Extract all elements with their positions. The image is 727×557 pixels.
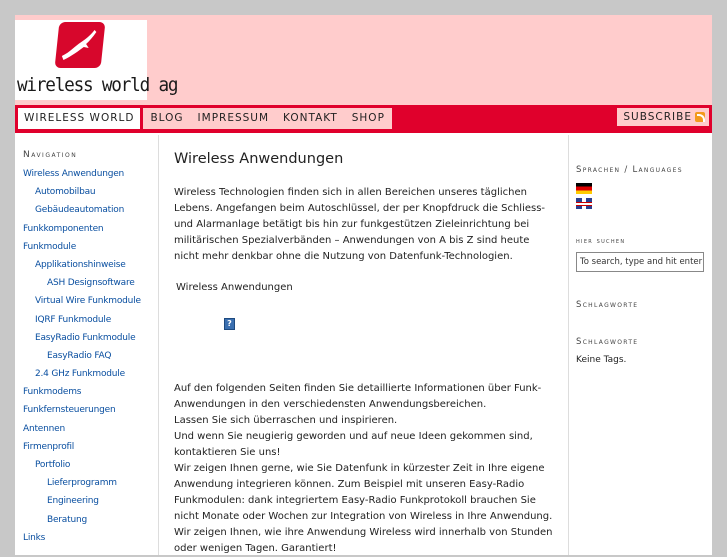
- nav-item-wireless-world[interactable]: WIRELESS WORLD: [18, 108, 140, 129]
- sidebar-menu: [15, 165, 158, 547]
- body-paragraph: Lassen Sie sich überraschen und inspirieren.: [174, 415, 398, 426]
- search-input[interactable]: To search, type and hit enter: [576, 252, 704, 272]
- sidebar-item-easyradio-funkmodule[interactable]: EasyRadio Funkmodule: [35, 332, 136, 343]
- nav-item-impressum[interactable]: IMPRESSUM: [191, 108, 277, 129]
- body-paragraph: Wir zeigen Ihnen, wie ihre Anwendung Wireless wird innerhalb von Stunden oder wenigen Tagen. Garantiert!: [174, 527, 553, 554]
- broken-image-icon: ?: [224, 318, 235, 330]
- sidebar-item-beratung[interactable]: Beratung: [47, 514, 87, 525]
- logo[interactable]: [15, 20, 178, 100]
- image-alt-text: Wireless Anwendungen: [176, 282, 293, 293]
- tags-title: Schlagworte: [576, 300, 639, 310]
- languages-title: Sprachen / Languages: [576, 165, 683, 175]
- sidebar-item-automobilbau[interactable]: Automobilbau: [35, 187, 96, 198]
- sidebar-item-lieferprogramm[interactable]: Lieferprogramm: [47, 478, 117, 489]
- sidebar-item-iqrf-funkmodule[interactable]: IQRF Funkmodule: [35, 314, 112, 325]
- gazelle-icon: [55, 22, 106, 68]
- subscribe-label: SUBSCRIBE: [623, 111, 692, 123]
- top-navigation: [15, 105, 712, 133]
- sidebar-item-funkkomponenten[interactable]: Funkkomponenten: [23, 223, 104, 234]
- sidebar-item-virtual-wire-funkmodule[interactable]: Virtual Wire Funkmodule: [35, 296, 141, 307]
- sidebar-item-funkfernsteuerungen[interactable]: Funkfernsteuerungen: [23, 405, 116, 416]
- sidebar-item-applikationshinweise[interactable]: Applikationshinweise: [35, 259, 126, 270]
- sidebar-item-firmenprofil[interactable]: Firmenprofil: [23, 441, 75, 452]
- sidebar-item-portfolio[interactable]: Portfolio: [35, 460, 71, 470]
- body-text: [174, 381, 559, 557]
- body-paragraph: Wir zeigen Ihnen gerne, wie Sie Datenfunk in kürzester Zeit in Ihre eigene Anwendung integrieren können. Zum Beispiel mit unseren Easy-Radio Funkmodulen: dank integriertem Easy-Radio Funkprotokoll brauchen Sie nicht Monate oder Wochen zur Integration von Wireless in Ihre Anwendung.: [174, 463, 553, 522]
- sidebar-item-wireless-anwendungen[interactable]: Wireless Anwendungen: [23, 169, 125, 179]
- sidebar-item-antennen[interactable]: Antennen: [23, 423, 65, 434]
- logo-text: wireless world ag: [17, 74, 178, 96]
- divider: [158, 135, 159, 555]
- nav-item-shop[interactable]: SHOP: [345, 108, 392, 129]
- page-title: Wireless Anwendungen: [174, 151, 344, 167]
- intro-paragraph: Wireless Technologien finden sich in allen Bereichen unseres täglichen Lebens. Angefangen beim Autoschlüssel, der per Knopfdruck die Schliess- und Alarmanlage betätigt bis hin zur funkgestützen Zieleinrichtung bei militärischen Spezialverbänden – Anwendungen von A bis Z sind heute nicht mehr denkbar ohne die Nutzung von Datenfunk-Technologien.: [174, 187, 546, 262]
- sidebar-item-ash-designsoftware[interactable]: ASH Designsoftware: [47, 278, 135, 289]
- left-sidebar: [15, 135, 158, 555]
- header: [15, 15, 712, 105]
- divider: [568, 135, 569, 555]
- sidebar-item-funkmodule[interactable]: Funkmodule: [23, 241, 77, 252]
- sidebar-item-engineering[interactable]: Engineering: [47, 496, 99, 507]
- english-flag-icon[interactable]: [576, 198, 592, 209]
- german-flag-icon[interactable]: [576, 183, 592, 194]
- subscribe-button[interactable]: [617, 108, 709, 126]
- sidebar-item-gebäudeautomation[interactable]: Gebäudeautomation: [35, 205, 125, 216]
- sidebar-title: Navigation: [23, 150, 78, 160]
- tags-title-2: Schlagworte: [576, 337, 639, 347]
- sidebar-item-2-4-ghz-funkmodule[interactable]: 2.4 GHz Funkmodule: [35, 369, 125, 380]
- body-paragraph: Auf den folgenden Seiten finden Sie detaillierte Informationen über Funk-Anwendungen in den verschiedensten Anwendungsbereichen.: [174, 383, 542, 410]
- nav-item-blog[interactable]: BLOG: [143, 108, 190, 129]
- rss-icon: [695, 112, 705, 122]
- body-paragraph: Und wenn Sie neugierig geworden und auf neue Ideen gekommen sind, kontaktieren Sie uns!: [174, 431, 533, 458]
- search-title: hier suchen: [576, 237, 626, 245]
- sidebar-item-easyradio-faq[interactable]: EasyRadio FAQ: [47, 350, 112, 361]
- sidebar-item-links[interactable]: Links: [23, 532, 46, 543]
- tags-empty-text: Keine Tags.: [576, 355, 627, 365]
- page: [15, 15, 712, 555]
- nav-item-kontakt[interactable]: KONTAKT: [276, 108, 345, 129]
- sidebar-item-funkmodems[interactable]: Funkmodems: [23, 387, 82, 398]
